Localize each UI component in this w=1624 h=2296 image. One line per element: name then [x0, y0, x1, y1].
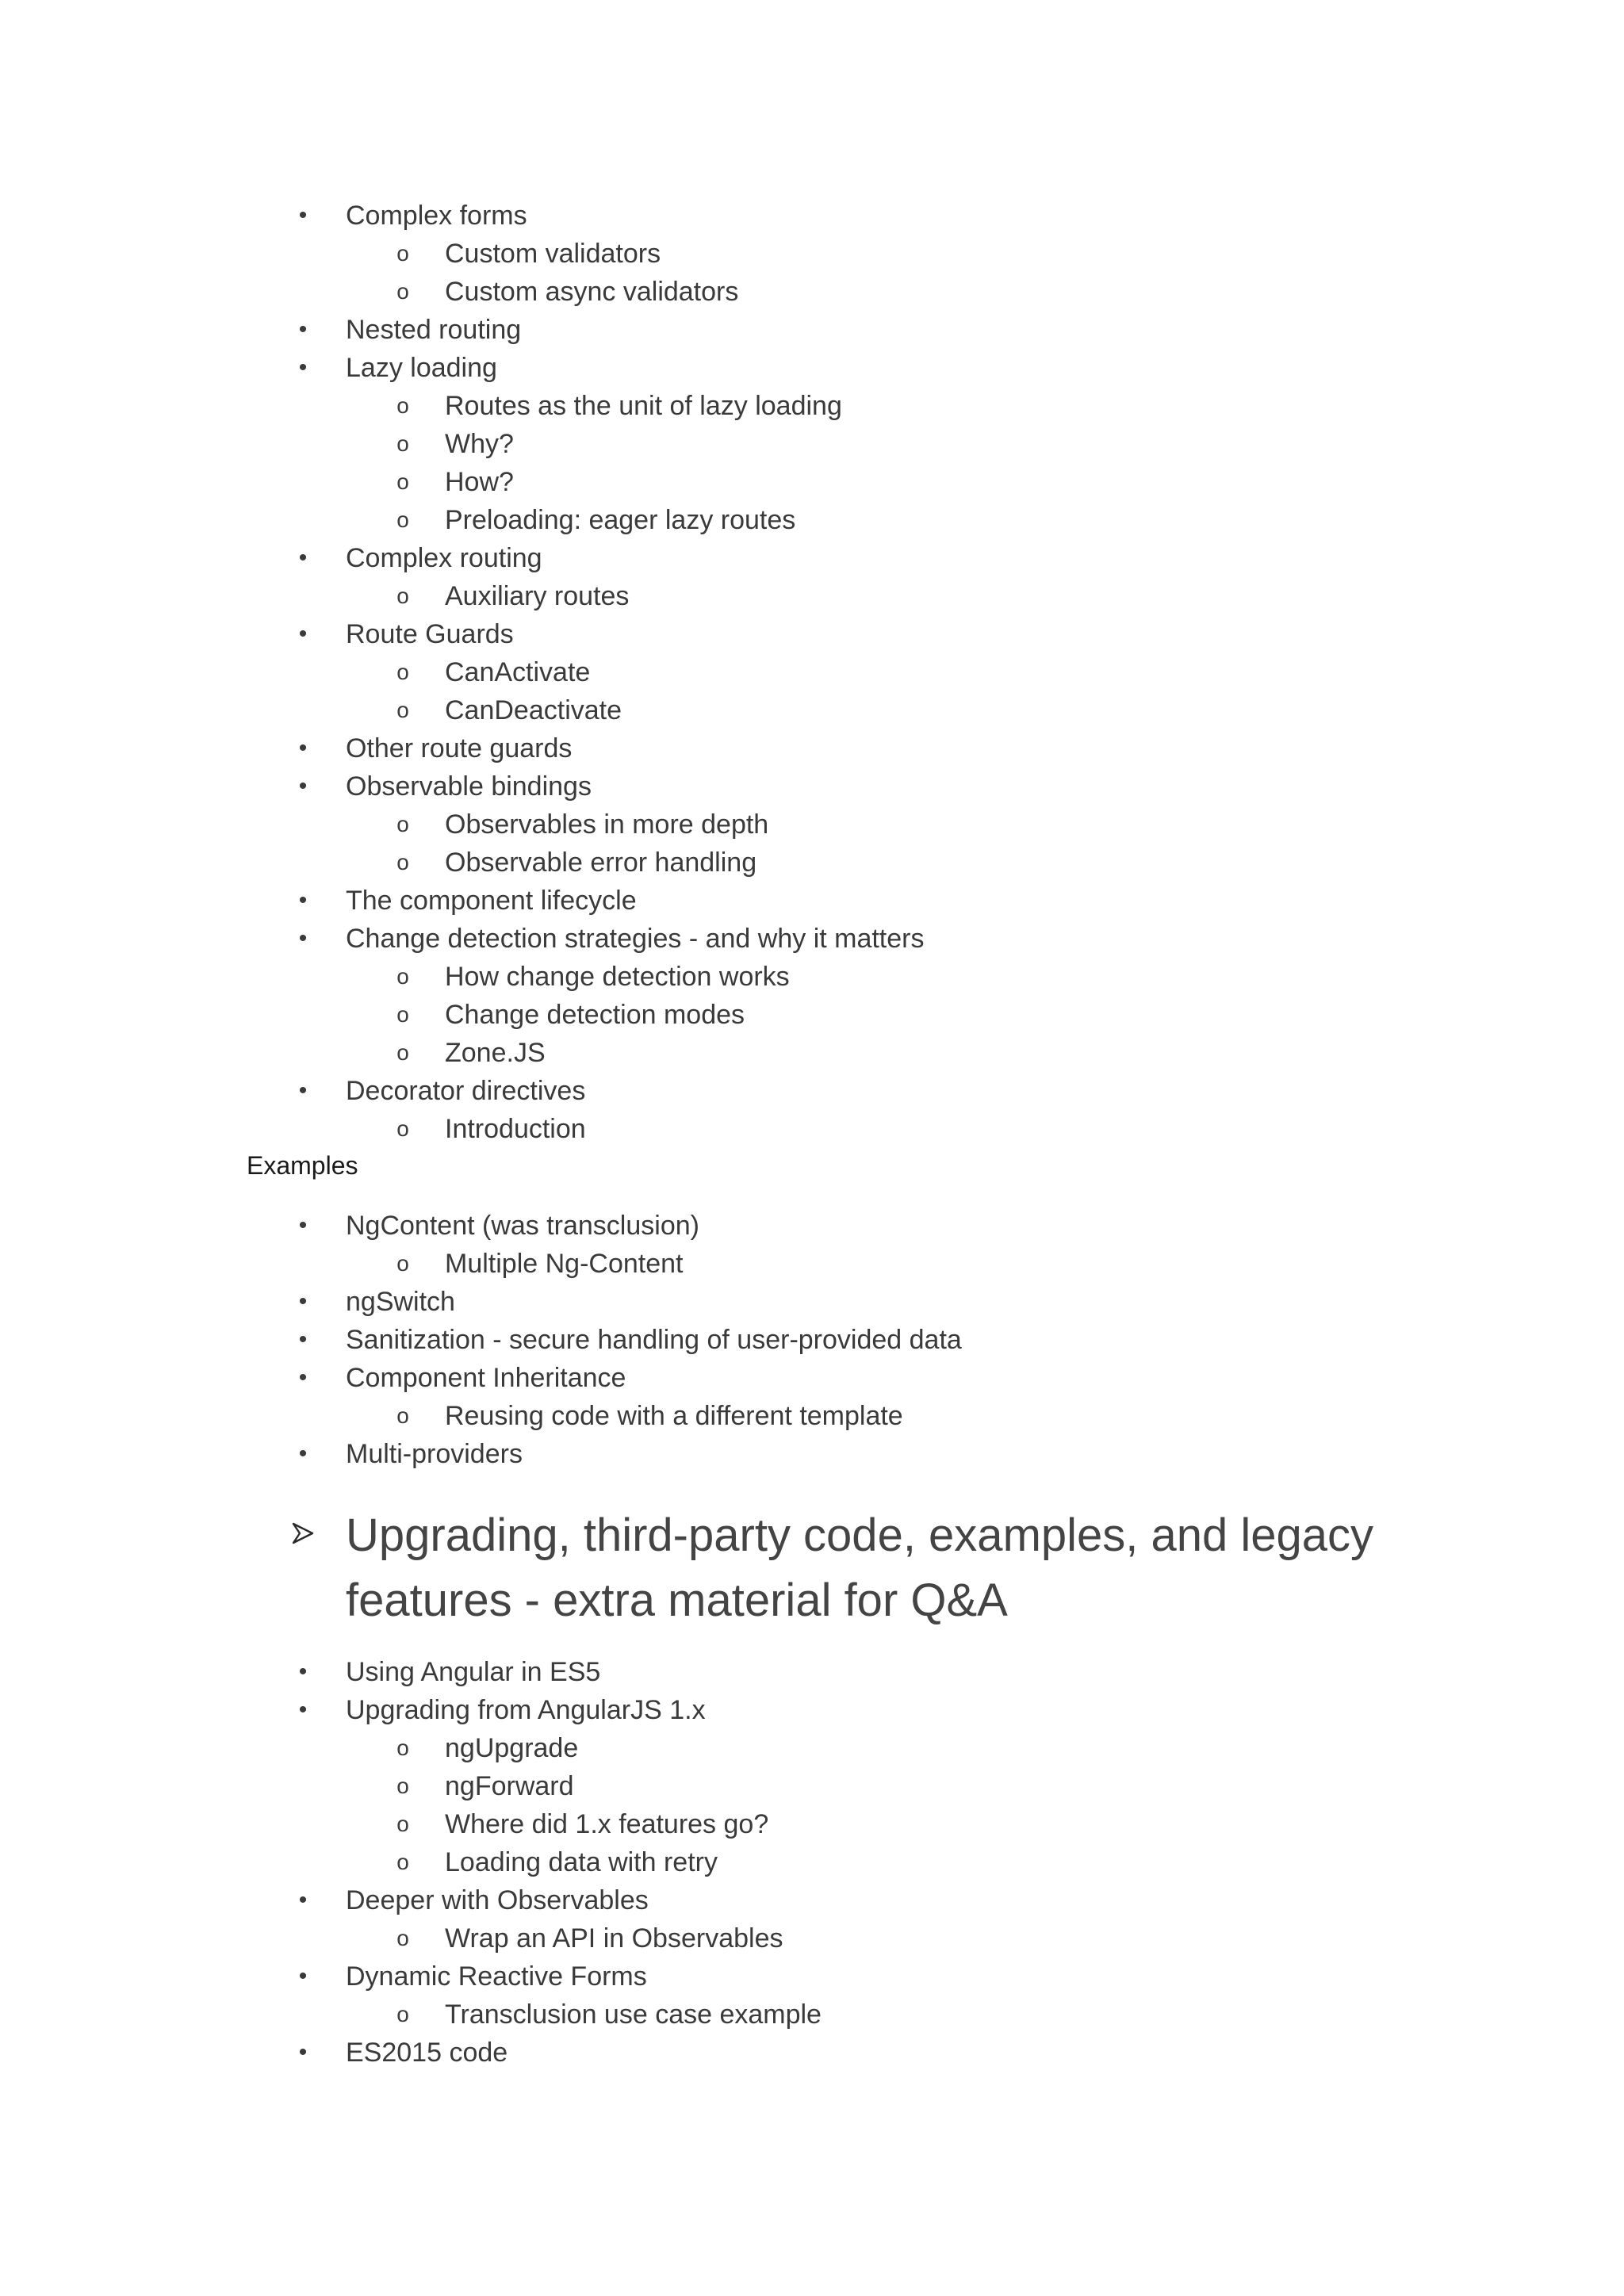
hollow-circle-bullet-icon: o: [396, 507, 409, 532]
list-item-text: Observable bindings: [346, 771, 592, 802]
list-item: [0, 1397, 1624, 1435]
list-item: [0, 1435, 1624, 1473]
list-item: [0, 1072, 1624, 1110]
list-item: [0, 1881, 1624, 1919]
list-item-text: How change detection works: [445, 962, 790, 992]
filled-disc-bullet-icon: •: [298, 354, 308, 381]
topics-list-upgrading: [0, 1653, 1624, 2072]
list-item: [0, 729, 1624, 767]
list-item-text: Component Inheritance: [346, 1363, 626, 1393]
list-item-text: Auxiliary routes: [445, 581, 630, 611]
filled-disc-bullet-icon: •: [298, 621, 308, 647]
list-item-text: Complex routing: [346, 543, 542, 573]
filled-disc-bullet-icon: •: [298, 735, 308, 761]
hollow-circle-bullet-icon: o: [396, 241, 409, 266]
list-item: [0, 1767, 1624, 1805]
list-item: [0, 1034, 1624, 1072]
list-item-text: Why?: [445, 429, 514, 459]
list-item: [0, 1691, 1624, 1729]
topics-list-examples: [0, 1207, 1624, 1473]
list-item-text: ngSwitch: [346, 1287, 455, 1317]
filled-disc-bullet-icon: •: [298, 1887, 308, 1913]
list-item: [0, 1653, 1624, 1691]
filled-disc-bullet-icon: •: [298, 1441, 308, 1467]
filled-disc-bullet-icon: •: [298, 773, 308, 799]
list-item-text: Other route guards: [346, 733, 573, 763]
list-item: [0, 1245, 1624, 1283]
list-item: [0, 844, 1624, 882]
hollow-circle-bullet-icon: o: [396, 1040, 409, 1065]
filled-disc-bullet-icon: •: [298, 1659, 308, 1685]
filled-disc-bullet-icon: •: [298, 1326, 308, 1353]
list-item-text: Observable error handling: [445, 848, 757, 878]
list-item: [0, 767, 1624, 806]
list-item-text: Where did 1.x features go?: [445, 1809, 769, 1839]
list-item-text: Routes as the unit of lazy loading: [445, 391, 842, 421]
list-item-text: Nested routing: [346, 315, 522, 345]
list-item-text: Lazy loading: [346, 353, 497, 383]
hollow-circle-bullet-icon: o: [396, 812, 409, 836]
list-item: [0, 501, 1624, 539]
hollow-circle-bullet-icon: o: [396, 584, 409, 608]
list-item: [0, 882, 1624, 920]
list-item-text: CanDeactivate: [445, 695, 622, 725]
list-item: [0, 311, 1624, 349]
list-item-text: The component lifecycle: [346, 886, 637, 916]
list-item: [0, 1843, 1624, 1881]
hollow-circle-bullet-icon: o: [396, 964, 409, 989]
list-item-text: How?: [445, 467, 514, 497]
filled-disc-bullet-icon: •: [298, 1364, 308, 1391]
filled-disc-bullet-icon: •: [298, 1212, 308, 1238]
list-item-text: ES2015 code: [346, 2038, 508, 2068]
filled-disc-bullet-icon: •: [298, 202, 308, 228]
list-item-text: Loading data with retry: [445, 1847, 718, 1877]
list-item: [0, 1957, 1624, 1996]
hollow-circle-bullet-icon: o: [396, 1403, 409, 1428]
topics-list-advanced: [0, 197, 1624, 1148]
list-item: [0, 806, 1624, 844]
hollow-circle-bullet-icon: o: [396, 698, 409, 722]
filled-disc-bullet-icon: •: [298, 2039, 308, 2065]
section-heading: Upgrading, third-party code, examples, and legacy features - extra material for Q&A: [346, 1510, 1374, 1626]
list-item-text: Complex forms: [346, 201, 527, 231]
list-item-text: ngForward: [445, 1771, 574, 1801]
list-item-text: Sanitization - secure handling of user-provided data: [346, 1325, 962, 1355]
list-item: [0, 2034, 1624, 2072]
list-item: [0, 235, 1624, 273]
hollow-circle-bullet-icon: o: [396, 2002, 409, 2026]
list-item: [0, 539, 1624, 577]
list-item-text: Wrap an API in Observables: [445, 1923, 783, 1954]
hollow-circle-bullet-icon: o: [396, 393, 409, 418]
list-item-text: Reusing code with a different template: [445, 1401, 903, 1431]
list-item-text: NgContent (was transclusion): [346, 1211, 699, 1241]
list-item: [0, 197, 1624, 235]
filled-disc-bullet-icon: •: [298, 545, 308, 571]
hollow-circle-bullet-icon: o: [396, 1926, 409, 1950]
list-item: [0, 1729, 1624, 1767]
list-item-text: CanActivate: [445, 657, 591, 687]
arrowhead-bullet-icon: [292, 1517, 316, 1549]
list-item: [0, 1110, 1624, 1148]
list-item: [0, 920, 1624, 958]
filled-disc-bullet-icon: •: [298, 1697, 308, 1723]
filled-disc-bullet-icon: •: [298, 1077, 308, 1104]
list-item: [0, 349, 1624, 387]
list-item: [0, 615, 1624, 653]
list-item: [0, 1321, 1624, 1359]
list-item: [0, 1359, 1624, 1397]
list-item-text: Deeper with Observables: [346, 1885, 649, 1915]
list-item: [0, 1207, 1624, 1245]
list-item-text: Decorator directives: [346, 1076, 586, 1106]
filled-disc-bullet-icon: •: [298, 887, 308, 913]
hollow-circle-bullet-icon: o: [396, 431, 409, 456]
hollow-circle-bullet-icon: o: [396, 469, 409, 494]
list-item-text: Using Angular in ES5: [346, 1657, 601, 1687]
list-item: [0, 463, 1624, 501]
hollow-circle-bullet-icon: o: [396, 1002, 409, 1027]
list-item: [0, 1919, 1624, 1957]
list-item: [0, 387, 1624, 425]
list-item-text: Preloading: eager lazy routes: [445, 505, 796, 535]
list-item: [0, 691, 1624, 729]
list-item-text: Custom validators: [445, 239, 661, 269]
list-item-text: Change detection modes: [445, 1000, 745, 1030]
hollow-circle-bullet-icon: o: [396, 850, 409, 874]
hollow-circle-bullet-icon: o: [396, 1251, 409, 1276]
list-item-text: Change detection strategies - and why it matters: [346, 924, 925, 954]
list-item: [0, 996, 1624, 1034]
examples-label: Examples: [247, 1151, 358, 1180]
list-item: [0, 958, 1624, 996]
list-item: [0, 425, 1624, 463]
list-item: [0, 1805, 1624, 1843]
list-item-text: Transclusion use case example: [445, 1999, 822, 2030]
hollow-circle-bullet-icon: o: [396, 1850, 409, 1874]
list-item: [0, 1283, 1624, 1321]
list-item: [0, 653, 1624, 691]
list-item-text: ngUpgrade: [445, 1733, 579, 1763]
filled-disc-bullet-icon: •: [298, 316, 308, 342]
list-item: [0, 577, 1624, 615]
list-item-text: Observables in more depth: [445, 809, 769, 840]
list-item-text: Dynamic Reactive Forms: [346, 1961, 647, 1992]
list-item-text: Introduction: [445, 1114, 586, 1144]
hollow-circle-bullet-icon: o: [396, 660, 409, 684]
list-item-text: Multiple Ng-Content: [445, 1249, 684, 1279]
list-item-text: Multi-providers: [346, 1439, 523, 1469]
list-item: [0, 273, 1624, 311]
hollow-circle-bullet-icon: o: [396, 1774, 409, 1798]
list-item: [0, 1996, 1624, 2034]
list-item-text: Route Guards: [346, 619, 514, 649]
filled-disc-bullet-icon: •: [298, 1288, 308, 1314]
hollow-circle-bullet-icon: o: [396, 1116, 409, 1141]
list-item-text: Zone.JS: [445, 1038, 546, 1068]
filled-disc-bullet-icon: •: [298, 925, 308, 951]
list-item-text: Upgrading from AngularJS 1.x: [346, 1695, 706, 1725]
list-item-text: Custom async validators: [445, 277, 739, 307]
hollow-circle-bullet-icon: o: [396, 1812, 409, 1836]
hollow-circle-bullet-icon: o: [396, 279, 409, 304]
hollow-circle-bullet-icon: o: [396, 1735, 409, 1760]
filled-disc-bullet-icon: •: [298, 1963, 308, 1989]
